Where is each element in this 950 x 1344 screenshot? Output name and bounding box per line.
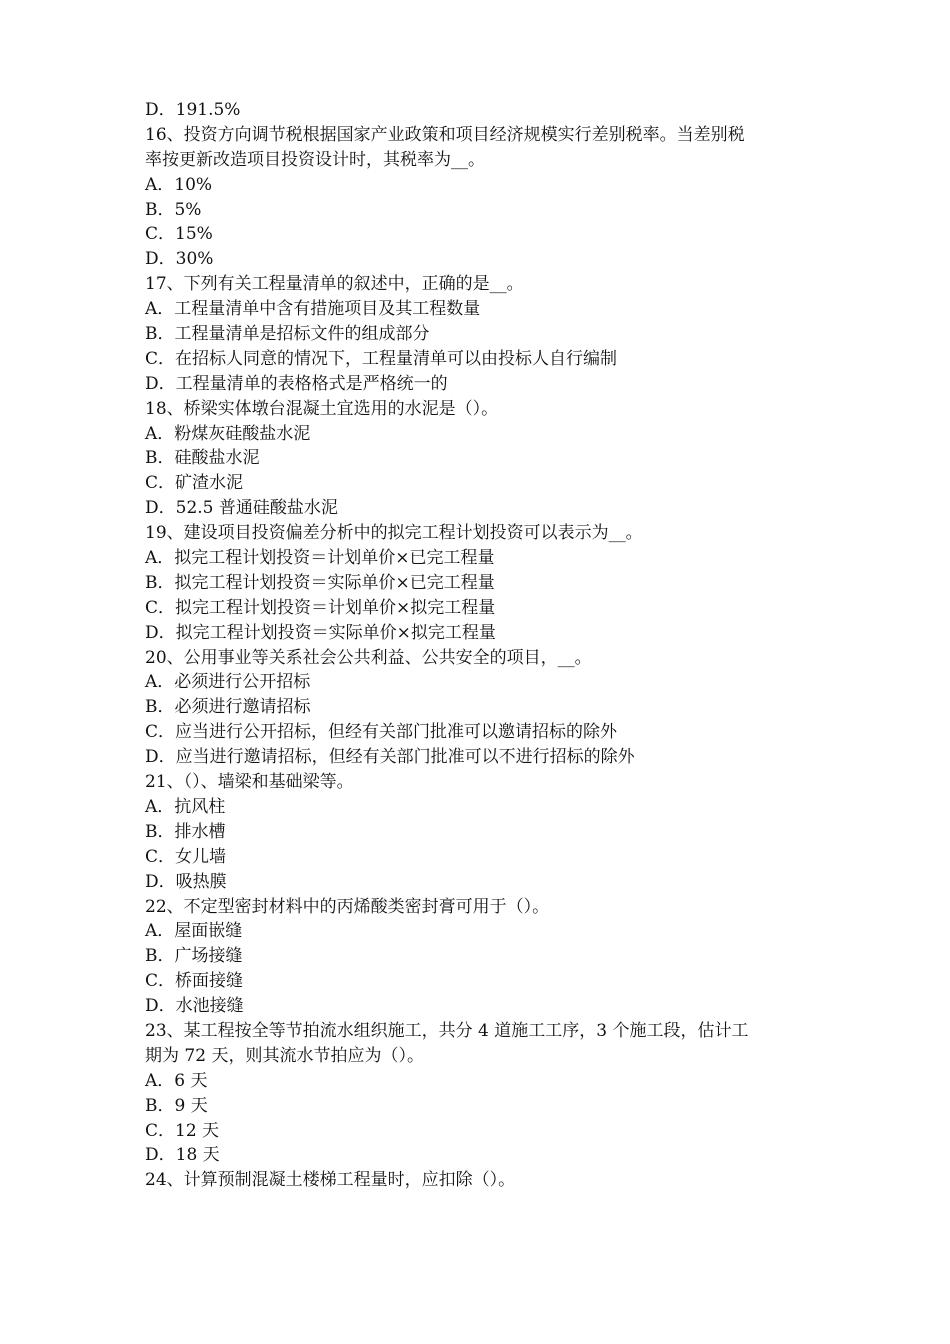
text-line: B．5%: [145, 199, 202, 220]
text-line: A．10%: [145, 174, 213, 195]
text-line: A．粉煤灰硅酸盐水泥: [145, 423, 311, 444]
text-line: C．15%: [145, 224, 213, 245]
text-line: 率按更新改造项目投资设计时，其税率为__。: [145, 149, 485, 170]
document-body: [145, 98, 815, 1193]
text-line: C．12 天: [145, 1120, 220, 1141]
text-line: A．必须进行公开招标: [145, 672, 311, 693]
text-line: A．抗风柱: [145, 796, 226, 817]
text-line: 期为 72 天，则其流水节拍应为（）。: [145, 1045, 424, 1066]
text-line: 23、某工程按全等节拍流水组织施工，共分 4 道施工工序，3 个施工段，估计工: [145, 1020, 749, 1041]
text-line: B．工程量清单是招标文件的组成部分: [145, 324, 430, 345]
text-line: 24、计算预制混凝土楼梯工程量时，应扣除（）。: [145, 1170, 516, 1191]
text-line: B．硅酸盐水泥: [145, 448, 260, 469]
text-line: D．30%: [145, 249, 214, 270]
text-line: C．应当进行公开招标，但经有关部门批准可以邀请招标的除外: [145, 722, 618, 743]
text-line: D．18 天: [145, 1145, 220, 1166]
text-line: D．水池接缝: [145, 996, 244, 1017]
text-line: 21、（）、墙梁和基础梁等。: [145, 772, 354, 793]
text-line: A．6 天: [145, 1070, 208, 1091]
text-line: B．广场接缝: [145, 946, 243, 967]
text-line: D．吸热膜: [145, 871, 227, 892]
text-line: 18、桥梁实体墩台混凝土宜选用的水泥是（）。: [145, 398, 499, 419]
text-line: 22、不定型密封材料中的丙烯酸类密封膏可用于（）。: [145, 896, 550, 917]
text-line: D．拟完工程计划投资＝实际单价×拟完工程量: [145, 622, 496, 643]
text-line: A．屋面嵌缝: [145, 921, 243, 942]
text-line: D．应当进行邀请招标，但经有关部门批准可以不进行招标的除外: [145, 747, 635, 768]
text-line: 16、投资方向调节税根据国家产业政策和项目经济规模实行差别税率。当差别税: [145, 124, 745, 145]
text-line: A．拟完工程计划投资＝计划单价×已完工程量: [145, 548, 495, 569]
text-line: B．9 天: [145, 1095, 208, 1116]
text-line: D．191.5%: [145, 100, 241, 120]
text-line: C．桥面接缝: [145, 971, 244, 992]
text-line: B．必须进行邀请招标: [145, 697, 311, 718]
text-line: A．工程量清单中含有措施项目及其工程数量: [145, 299, 481, 320]
text-line: 20、公用事业等关系社会公共利益、公共安全的项目，__。: [145, 647, 592, 668]
text-line: D．工程量清单的表格格式是严格统一的: [145, 373, 448, 394]
text-line: B．排水槽: [145, 821, 226, 842]
text-line: B．拟完工程计划投资＝实际单价×已完工程量: [145, 572, 495, 593]
text-line: C．矿渣水泥: [145, 473, 244, 494]
text-line: D．52.5 普通硅酸盐水泥: [145, 498, 338, 519]
text-line: 19、建设项目投资偏差分析中的拟完工程计划投资可以表示为__。: [145, 523, 643, 544]
text-line: C．拟完工程计划投资＝计划单价×拟完工程量: [145, 597, 496, 618]
text-line: C．在招标人同意的情况下，工程量清单可以由投标人自行编制: [145, 348, 618, 369]
text-line: C．女儿墙: [145, 846, 227, 867]
text-line: 17、下列有关工程量清单的叙述中，正确的是__。: [145, 274, 524, 295]
